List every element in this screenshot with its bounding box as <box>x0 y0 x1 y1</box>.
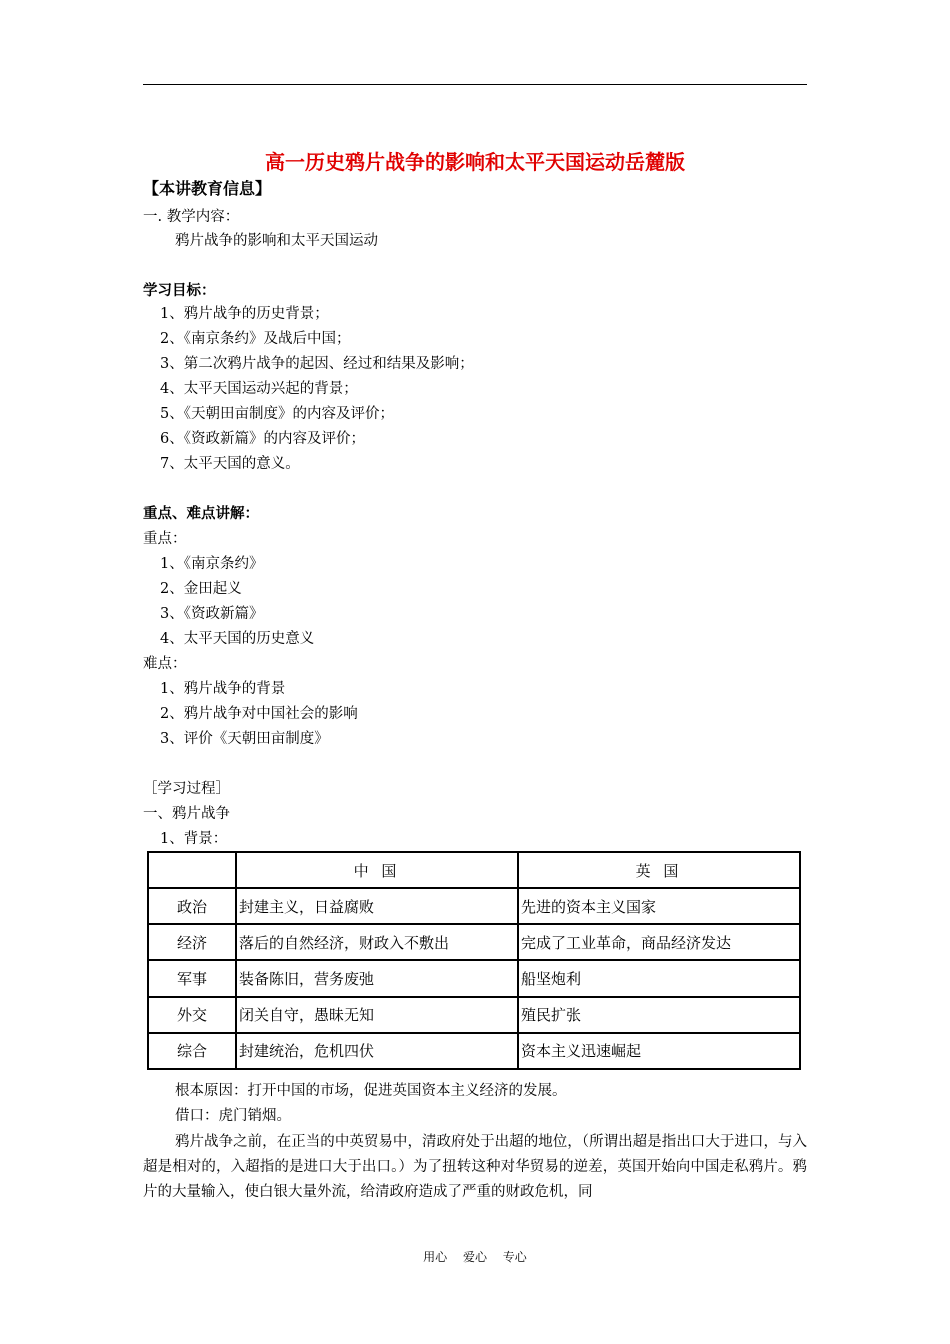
key-label: 重点： <box>143 531 187 547</box>
goal-item: 2、《南京条约》及战后中国； <box>160 331 351 347</box>
key-heading: 重点、难点讲解： <box>143 506 259 522</box>
root-cause: 根本原因：打开中国的市场，促进英国资本主义经济的发展。 <box>175 1083 567 1099</box>
process-heading: ［学习过程］ <box>143 781 230 797</box>
key-point: 1、《南京条约》 <box>160 556 264 572</box>
table-row <box>148 960 800 996</box>
pretext: 借口：虎门销烟。 <box>175 1108 291 1124</box>
table-header-cell: 中 国 <box>236 852 518 888</box>
row-label: 经济 <box>148 924 236 960</box>
document-title: 高一历史鸦片战争的影响和太平天国运动岳麓版 <box>265 150 685 174</box>
info-heading: 【本讲教育信息】 <box>143 179 272 198</box>
difficult-point: 1、鸦片战争的背景 <box>160 681 286 697</box>
goal-item: 1、鸦片战争的历史背景； <box>160 306 329 322</box>
table-row <box>148 924 800 960</box>
china-cell: 落后的自然经济，财政入不敷出 <box>236 924 518 960</box>
row-label: 综合 <box>148 1033 236 1069</box>
goals-heading: 学习目标： <box>143 283 216 299</box>
britain-cell: 完成了工业革命，商品经济发达 <box>518 924 800 960</box>
row-label: 外交 <box>148 997 236 1033</box>
china-cell: 封建统治，危机四伏 <box>236 1033 518 1069</box>
difficult-point: 2、鸦片战争对中国社会的影响 <box>160 706 358 722</box>
goal-item: 7、太平天国的意义。 <box>160 456 300 472</box>
key-point: 4、太平天国的历史意义 <box>160 631 315 647</box>
key-point: 3、《资政新篇》 <box>160 606 264 622</box>
goal-item: 6、《资政新篇》的内容及评价； <box>160 431 365 447</box>
table-row <box>148 997 800 1033</box>
table-row <box>148 1033 800 1069</box>
header-rule <box>143 84 807 85</box>
britain-cell: 资本主义迅速崛起 <box>518 1033 800 1069</box>
difficult-label: 难点： <box>143 656 187 672</box>
table-header-row <box>148 852 800 888</box>
page-footer: 用心 爱心 专心 <box>423 1250 527 1264</box>
row-label: 军事 <box>148 960 236 996</box>
goal-item: 3、第二次鸦片战争的起因、经过和结果及影响； <box>160 356 474 372</box>
content-topic: 鸦片战争的影响和太平天国运动 <box>175 233 378 249</box>
table-header-cell: 英 国 <box>518 852 800 888</box>
section-heading: 一、鸦片战争 <box>143 806 230 822</box>
subsection-heading: 1、背景： <box>160 831 228 847</box>
body-paragraph: 鸦片战争之前，在正当的中英贸易中，清政府处于出超的地位，（所谓出超是指出口大于进口，与入超是相对的，入超指的是进口大于出口。）为了扭转这种对华贸易的逆差，英国开始向中国走私鸦片。鸦片的大量输入，使白银大量外流，给清政府造成了严重的财政危机，同 <box>143 1134 807 1200</box>
row-label: 政治 <box>148 888 236 924</box>
table-header-cell <box>148 852 236 888</box>
background-comparison-table <box>147 851 801 1070</box>
goal-item: 4、太平天国运动兴起的背景； <box>160 381 358 397</box>
content-label: 一. 教学内容： <box>143 209 240 225</box>
britain-cell: 殖民扩张 <box>518 997 800 1033</box>
china-cell: 装备陈旧，营务废弛 <box>236 960 518 996</box>
britain-cell: 船坚炮利 <box>518 960 800 996</box>
difficult-point: 3、评价《天朝田亩制度》 <box>160 731 329 747</box>
table-row <box>148 888 800 924</box>
key-point: 2、金田起义 <box>160 581 242 597</box>
china-cell: 封建主义，日益腐败 <box>236 888 518 924</box>
china-cell: 闭关自守，愚昧无知 <box>236 997 518 1033</box>
goal-item: 5、《天朝田亩制度》的内容及评价； <box>160 406 394 422</box>
britain-cell: 先进的资本主义国家 <box>518 888 800 924</box>
